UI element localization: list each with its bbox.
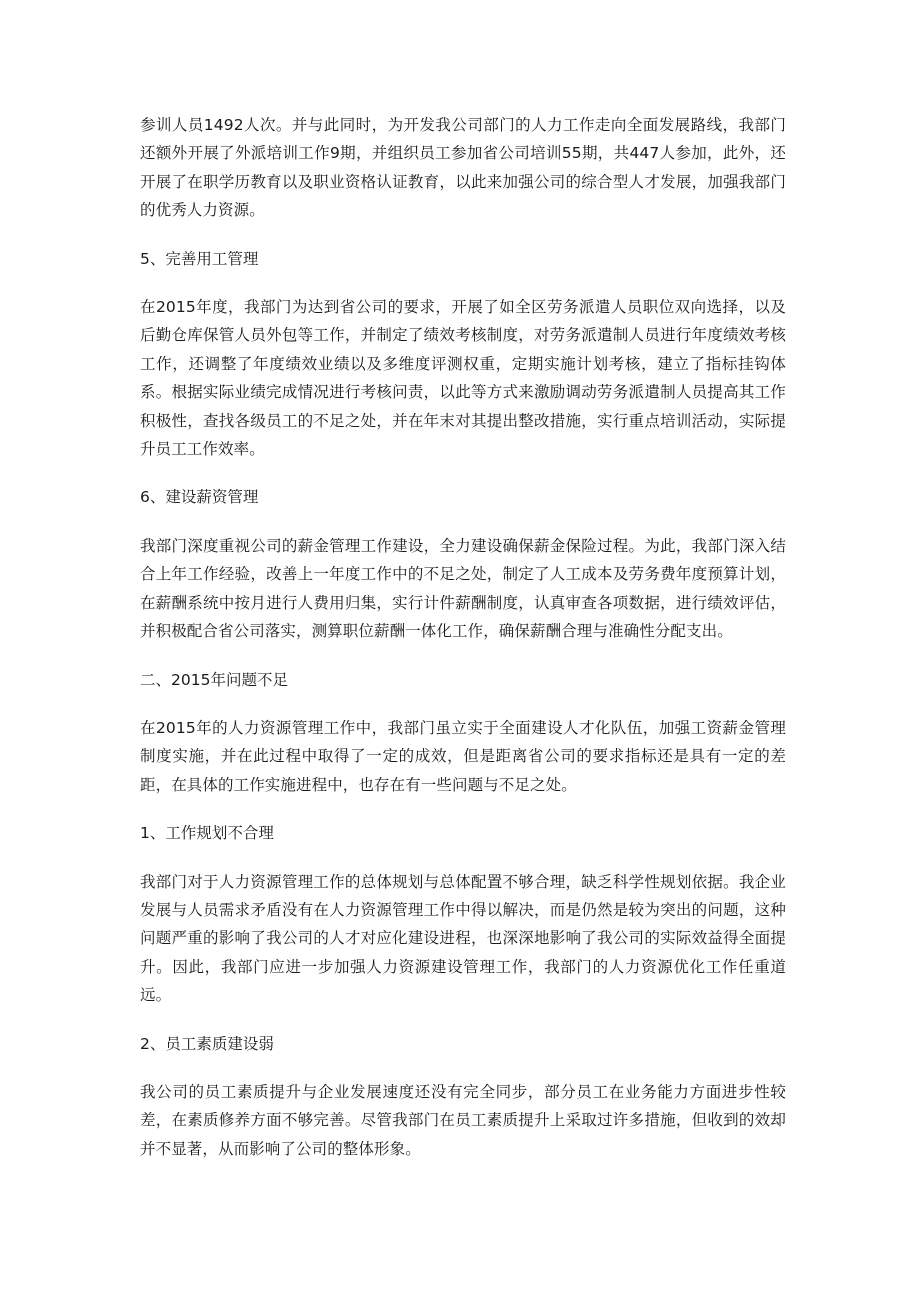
heading-work-planning: 1、工作规划不合理 bbox=[140, 824, 274, 843]
heading-employment-management: 5、完善用工管理 bbox=[140, 249, 259, 268]
heading-salary-management: 6、建设薪资管理 bbox=[140, 488, 259, 507]
heading-problems: 二、2015年问题不足 bbox=[140, 670, 288, 689]
paragraph-salary-management: 我部门深度重视公司的薪金管理工作建设，全力建设确保薪金保险过程。为此，我部门深入结合上年工作经验，改善上一年度工作中的不足之处，制定了人工成本及劳务费年度预算计划，在薪酬系统中按月进行人费用归集，实行计件薪酬制度，认真审查各项数据，进行绩效评估，并积极配合省公司落实，测算职位薪酬一体化工作，确保薪酬合理与准确性分配支出。 bbox=[140, 536, 786, 641]
paragraph-work-planning: 我部门对于人力资源管理工作的总体规划与总体配置不够合理，缺乏科学性规划依据。我企业发展与人员需求矛盾没有在人力资源管理工作中得以解决，而是仍然是较为突出的问题，这种问题严重的影响了我公司的人才对应化建设进程，也深深地影响了我公司的实际效益得全面提升。因此，我部门应进一步加强人力资源建设管理工作，我部门的人力资源优化工作任重道远。 bbox=[140, 872, 786, 1005]
paragraph-employment-management: 在2015年度，我部门为达到省公司的要求，开展了如全区劳务派遣人员职位双向选择，以及后勤仓库保管人员外包等工作，并制定了绩效考核制度，对劳务派遣制人员进行年度绩效考核工作，还调整了年度绩效业绩以及多维度评测权重，定期实施计划考核，建立了指标挂钩体系。根据实际业绩完成情况进行考核问责，以此等方式来激励调动劳务派遣制人员提高其工作积极性，查找各级员工的不足之处，并在年末对其提出整改措施，实行重点培训活动，实际提升员工工作效率。 bbox=[140, 298, 786, 459]
heading-staff-quality: 2、员工素质建设弱 bbox=[140, 1034, 274, 1053]
paragraph-staff-quality: 我公司的员工素质提升与企业发展速度还没有完全同步，部分员工在业务能力方面进步性较差，在素质修养方面不够完善。尽管我部门在员工素质提升上采取过许多措施，但收到的效却并不显著，从而影响了公司的整体形象。 bbox=[140, 1082, 786, 1158]
paragraph-problems: 在2015年的人力资源管理工作中，我部门虽立实于全面建设人才化队伍，加强工资薪金管理制度实施，并在此过程中取得了一定的成效，但是距离省公司的要求指标还是具有一定的差距，在具体的工作实施进程中，也存在有一些问题与不足之处。 bbox=[140, 718, 786, 794]
document-body bbox=[140, 111, 786, 1163]
paragraph-training-summary: 参训人员1492人次。并与此同时，为开发我公司部门的人力工作走向全面发展路线，我部门还额外开展了外派培训工作9期，并组织员工参加省公司培训55期，共447人参加，此外，还开展了在职学历教育以及职业资格认证教育，以此来加强公司的综合型人才发展，加强我部门的优秀人力资源。 bbox=[140, 116, 786, 220]
